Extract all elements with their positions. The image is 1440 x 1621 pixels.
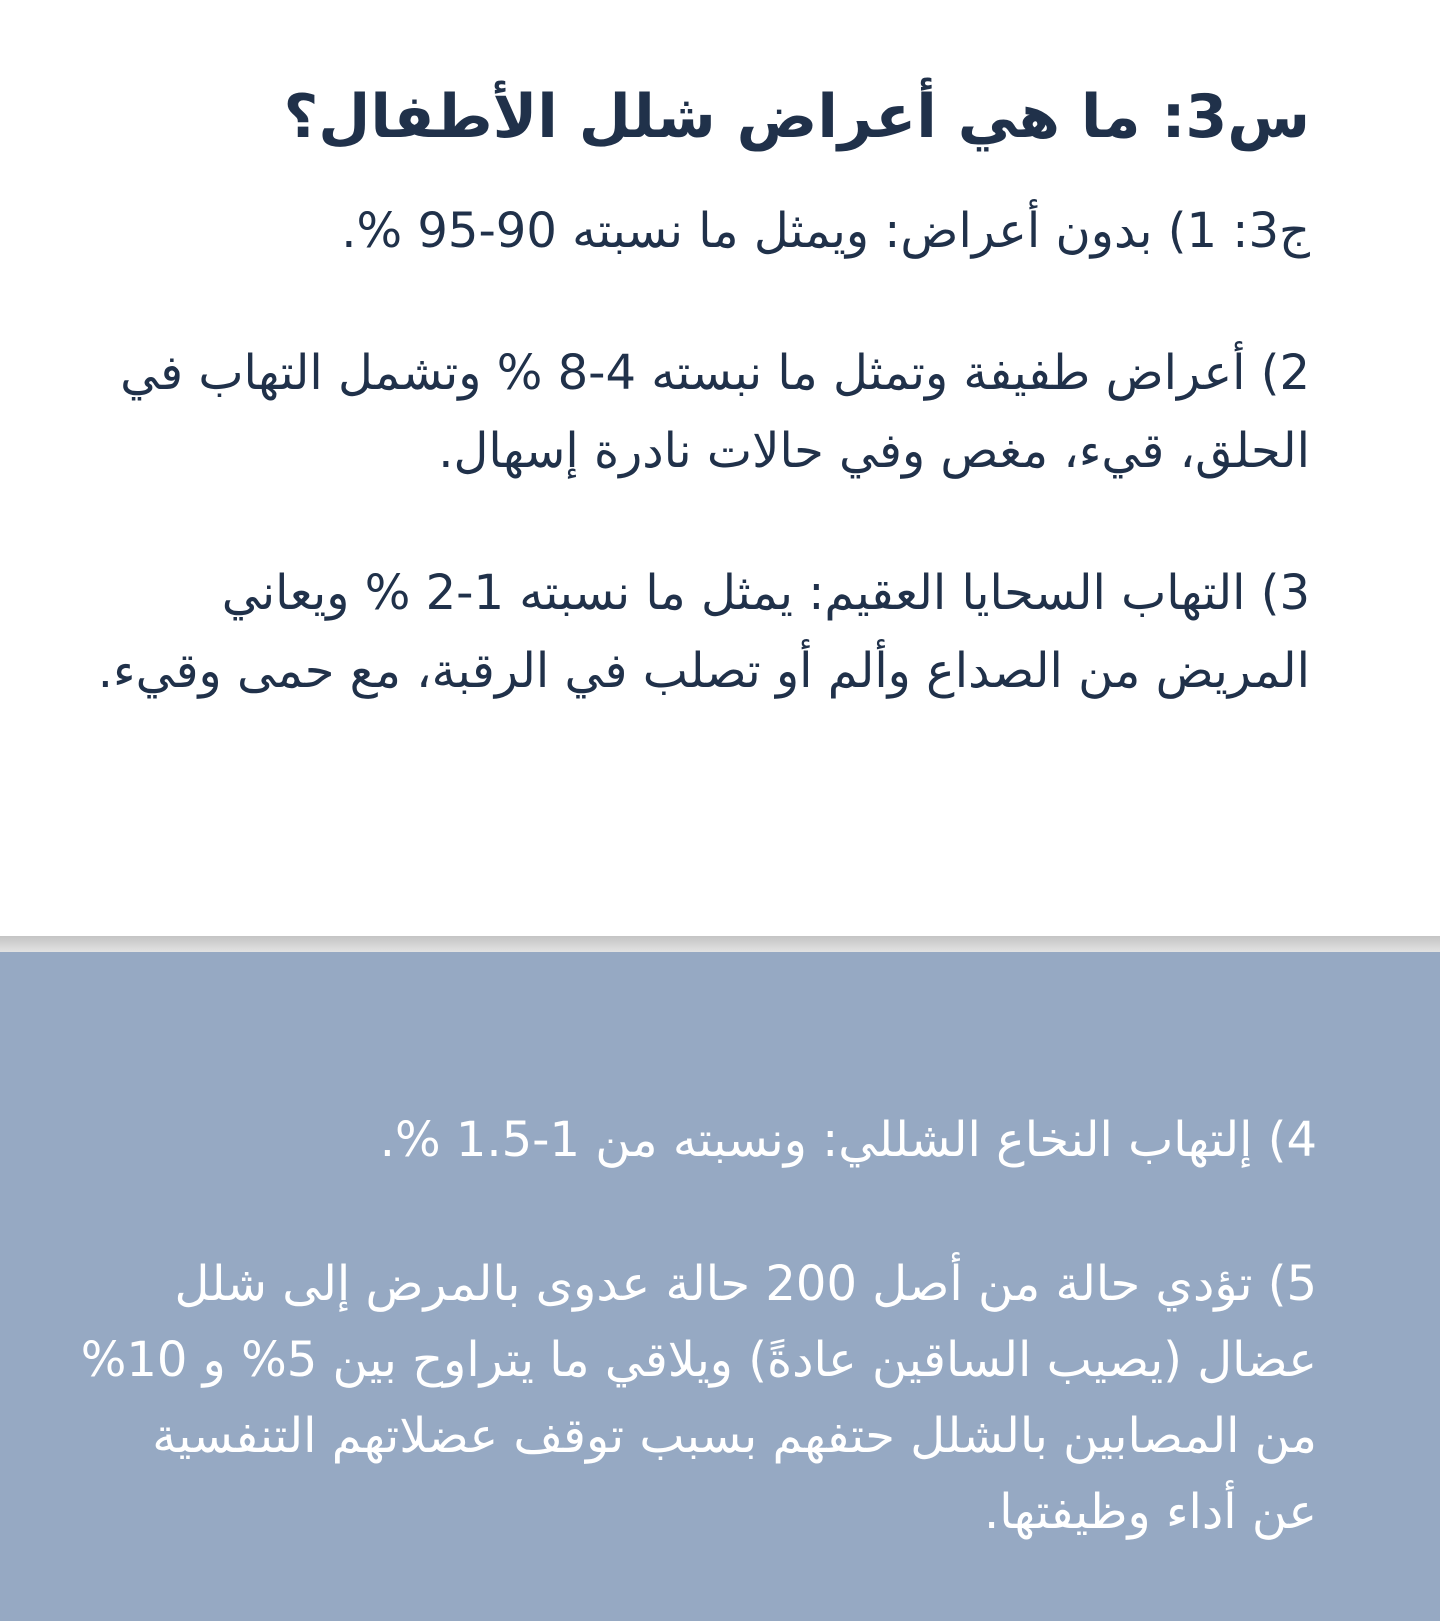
- question-title: س3: ما هي أعراض شلل الأطفال؟: [283, 82, 1310, 152]
- answer-paragraph-4: 4) إلتهاب النخاع الشللي: ونسبته من 1-1.5 %.: [379, 1112, 1317, 1168]
- continued-answers-section: [0, 952, 1440, 1621]
- answer-paragraph-3: 3) التهاب السحايا العقيم: يمثل ما نسبته 1-2 % ويعاني المريض من الصداع وألم أو تصلب في الرقبة، مع حمى وقيء.: [97, 565, 1310, 699]
- answer-paragraph-1: ج3: 1) بدون أعراض: ويمثل ما نسبته 90-95 %.: [341, 203, 1310, 259]
- section-divider: [0, 936, 1440, 952]
- answer-paragraph-2: 2) أعراض طفيفة وتمثل ما نبسته 4-8 % وتشمل التهاب في الحلق، قيء، مغص وفي حالات نادرة إسهال.: [120, 345, 1310, 479]
- answer-paragraph-5: 5) تؤدي حالة من أصل 200 حالة عدوى بالمرض إلى شلل عضال (يصيب الساقين عادةً) ويلاقي ما يتراوح بين 5% و 10% من المصابين بالشلل حتفهم بسبب توقف عضلاتهم التنفسية عن أداء وظيفتها.: [80, 1256, 1317, 1540]
